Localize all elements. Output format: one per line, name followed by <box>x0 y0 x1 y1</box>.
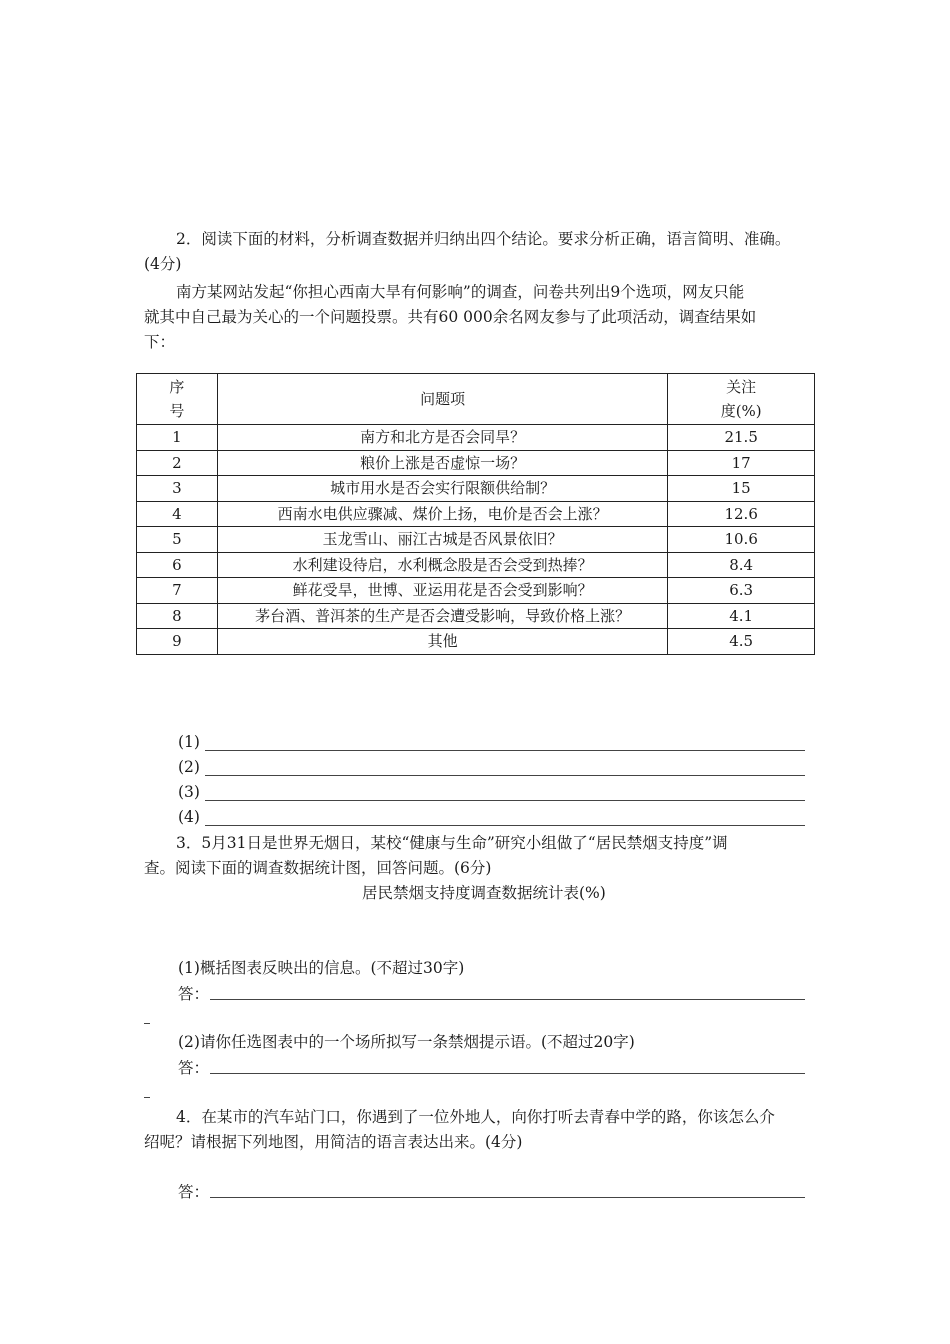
header-percent-line1: 关注 <box>726 378 757 396</box>
q4-stem-line1: 4．在某市的汽车站门口，你遇到了一位外地人，向你打听去青春中学的路，你该怎么介 <box>176 1108 775 1126</box>
row-no: 1 <box>137 425 218 451</box>
row-no: 9 <box>137 629 218 655</box>
row-question: 其他 <box>217 629 668 655</box>
table-row <box>137 552 815 578</box>
row-question: 西南水电供应骤减、煤价上扬，电价是否会上涨？ <box>217 501 668 527</box>
row-question: 茅台酒、普洱茶的生产是否会遭受影响，导致价格上涨？ <box>217 603 668 629</box>
q4-answer-label: 答： <box>178 1183 210 1201</box>
table-row <box>137 629 815 655</box>
table-header-row <box>137 374 815 425</box>
q2-answer-line-3[interactable] <box>205 800 805 801</box>
q2-answer-line-4[interactable] <box>205 825 805 826</box>
row-percent: 8.4 <box>668 552 815 578</box>
header-question: 问题项 <box>217 374 668 425</box>
header-percent-line2: 度(%) <box>720 402 762 420</box>
row-percent: 4.5 <box>668 629 815 655</box>
row-no: 4 <box>137 501 218 527</box>
q2-answer-label-4: (4) <box>178 808 200 826</box>
q2-stem-line1: 2．阅读下面的材料，分析调查数据并归纳出四个结论。要求分析正确，语言简明、准确。 <box>176 230 791 248</box>
q2-material-line3: 下： <box>144 333 176 351</box>
q2-answer-line-1[interactable] <box>205 750 805 751</box>
q3-answer1-label: 答： <box>178 985 210 1003</box>
table-row <box>137 425 815 451</box>
q3-sub1: (1)概括图表反映出的信息。(不超过30字) <box>178 959 465 977</box>
q2-material-line1: 南方某网站发起“你担心西南大旱有何影响”的调查，问卷共列出9个选项，网友只能 <box>176 283 745 301</box>
row-percent: 15 <box>668 476 815 502</box>
q3-answer1-continuation <box>144 1023 150 1024</box>
q3-answer2-line[interactable] <box>210 1073 805 1074</box>
header-percent <box>668 374 815 425</box>
table-row <box>137 501 815 527</box>
row-question: 粮价上涨是否虚惊一场？ <box>217 450 668 476</box>
q4-answer-line[interactable] <box>210 1197 805 1198</box>
table-row <box>137 527 815 553</box>
table-row <box>137 578 815 604</box>
row-no: 7 <box>137 578 218 604</box>
header-no <box>137 374 218 425</box>
row-percent: 12.6 <box>668 501 815 527</box>
row-question: 水利建设待启，水利概念股是否会受到热捧？ <box>217 552 668 578</box>
row-percent: 10.6 <box>668 527 815 553</box>
table-row <box>137 476 815 502</box>
row-question: 南方和北方是否会同旱？ <box>217 425 668 451</box>
survey-table <box>136 373 815 655</box>
q2-stem-line2: (4分) <box>144 255 182 273</box>
row-no: 5 <box>137 527 218 553</box>
q2-answer-label-2: (2) <box>178 758 200 776</box>
row-question: 城市用水是否会实行限额供给制？ <box>217 476 668 502</box>
q2-answer-label-1: (1) <box>178 733 200 751</box>
row-no: 3 <box>137 476 218 502</box>
table-row <box>137 450 815 476</box>
row-question: 玉龙雪山、丽江古城是否风景依旧？ <box>217 527 668 553</box>
row-percent: 17 <box>668 450 815 476</box>
row-no: 6 <box>137 552 218 578</box>
row-no: 2 <box>137 450 218 476</box>
row-no: 8 <box>137 603 218 629</box>
row-percent: 6.3 <box>668 578 815 604</box>
q2-material-line2: 就其中自己最为关心的一个问题投票。共有60 000余名网友参与了此项活动，调查结果如 <box>144 308 757 326</box>
table-row <box>137 603 815 629</box>
q4-stem-line2: 绍呢？请根据下列地图，用简洁的语言表达出来。(4分) <box>144 1133 523 1151</box>
q2-answer-label-3: (3) <box>178 783 200 801</box>
q2-answer-line-2[interactable] <box>205 775 805 776</box>
header-no-line2: 号 <box>169 402 185 420</box>
q3-answer2-label: 答： <box>178 1059 210 1077</box>
q3-stem-line2: 查。阅读下面的调查数据统计图，回答问题。(6分) <box>144 859 492 877</box>
q3-answer2-continuation <box>144 1097 150 1098</box>
row-percent: 4.1 <box>668 603 815 629</box>
q3-sub2: (2)请你任选图表中的一个场所拟写一条禁烟提示语。(不超过20字) <box>178 1033 635 1051</box>
q3-answer1-line[interactable] <box>210 999 805 1000</box>
row-percent: 21.5 <box>668 425 815 451</box>
header-no-line1: 序 <box>169 378 185 396</box>
row-question: 鲜花受旱，世博、亚运用花是否会受到影响？ <box>217 578 668 604</box>
q3-chart-title: 居民禁烟支持度调查数据统计表(%) <box>362 884 606 902</box>
q3-stem-line1: 3．5月31日是世界无烟日，某校“健康与生命”研究小组做了“居民禁烟支持度”调 <box>176 834 728 852</box>
